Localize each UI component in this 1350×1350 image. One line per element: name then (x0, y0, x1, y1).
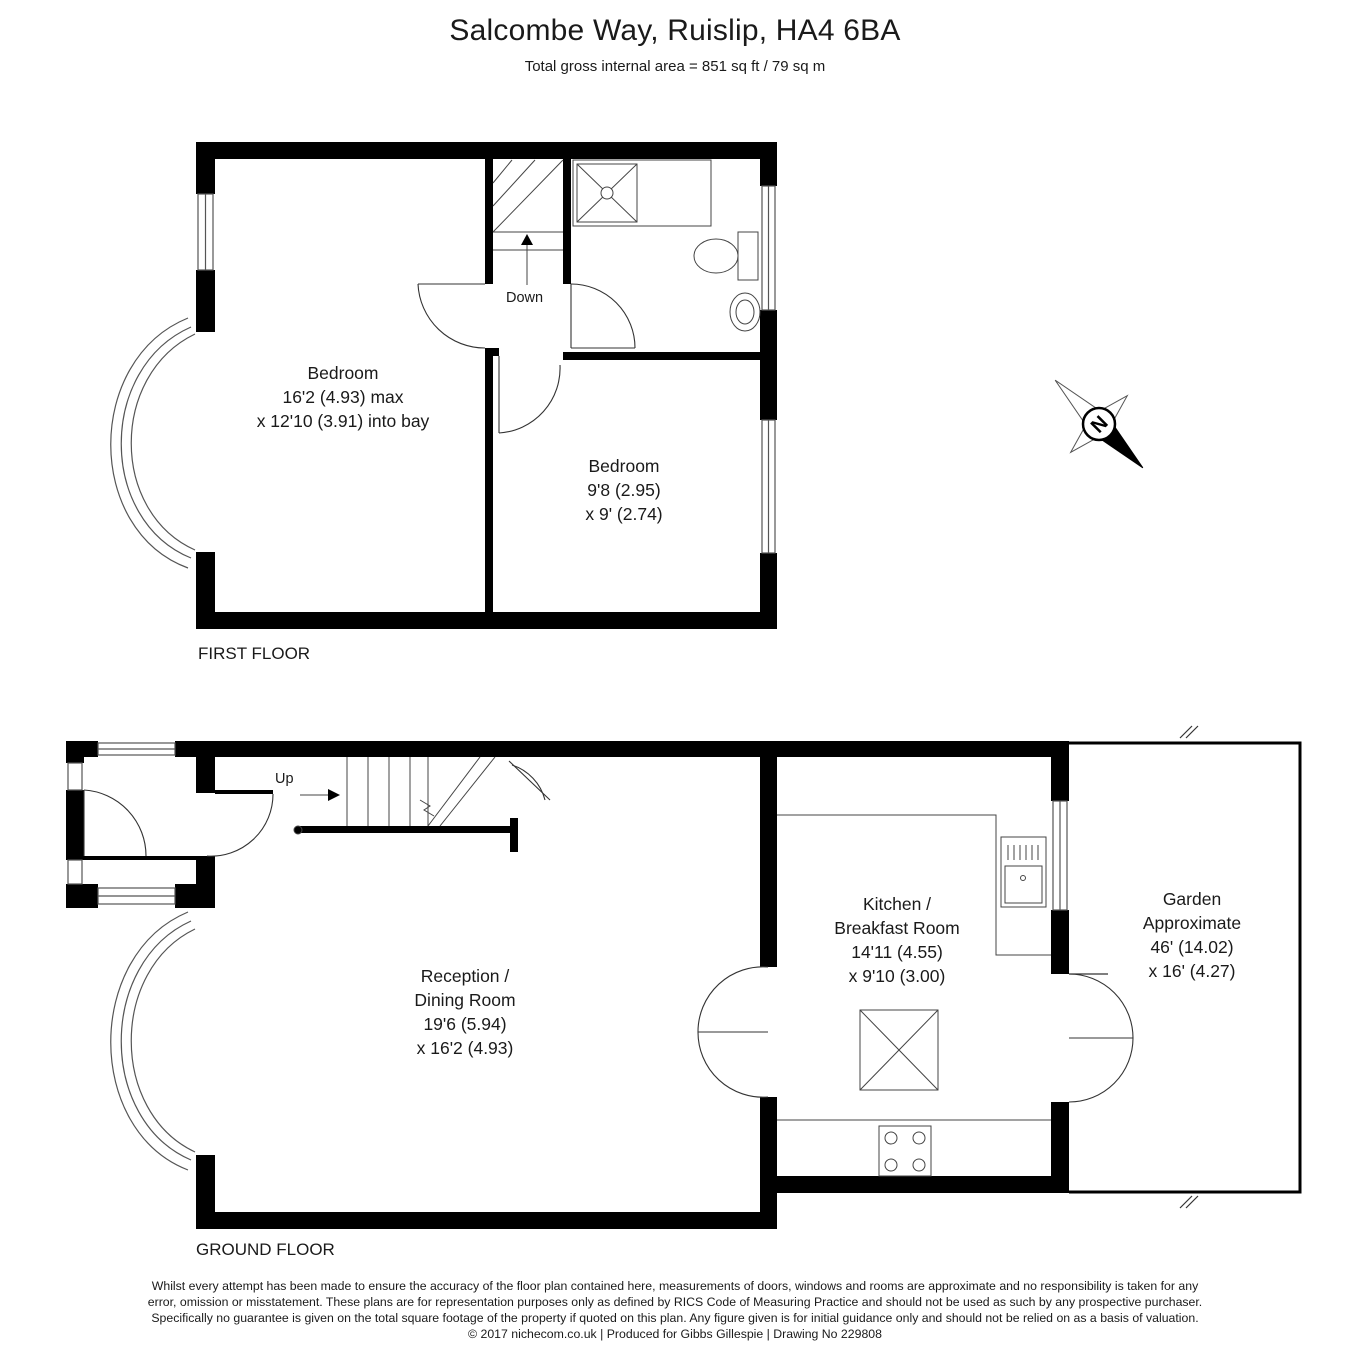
room-label-bedroom-2: Bedroom 9'8 (2.95) x 9' (2.74) (585, 456, 663, 524)
copyright-line: © 2017 nichecom.co.uk | Produced for Gibbs Gillespie | Drawing No 229808 (468, 1327, 882, 1341)
kitchen-fixtures (777, 815, 1051, 1176)
first-floor-stairs (493, 160, 563, 285)
room-label-garden: Garden Approximate 46' (14.02) x 16' (4.27) (1142, 889, 1242, 981)
disclaimer (40, 1278, 1310, 1342)
ground-floor-label: GROUND FLOOR (196, 1240, 335, 1259)
ground-floor-plan (66, 726, 1300, 1229)
bathroom-fixtures (573, 160, 760, 331)
disclaimer-line: Whilst every attempt has been made to ensure the accuracy of the floor plan contained here, measurements of doors, windows and rooms are approximate and no responsibility is taken for any (151, 1279, 1199, 1293)
first-floor-plan (111, 142, 777, 629)
room-label-reception: Reception / Dining Room 19'6 (5.94) x 16'2 (4.93) (414, 966, 516, 1058)
disclaimer-line: error, omission or misstatement. These plans are for representation purposes only as defined by RICS Code of Measuring Practice and should not be used as such by any prospective purchaser. (147, 1295, 1203, 1309)
stairs-up-label: Up (275, 771, 294, 787)
plan-title: Salcombe Way, Ruislip, HA4 6BA (449, 14, 901, 47)
first-floor-label: FIRST FLOOR (198, 644, 311, 663)
stairs-down-label: Down (506, 290, 544, 306)
ground-floor-windows (68, 743, 1067, 910)
disclaimer-line: Specifically no guarantee is given on the total square footage of the property if quoted on this plan. Any figure given is for initial guidance only and should not be relied on as a basis of valuation. (151, 1311, 1199, 1325)
ground-floor-doors (84, 761, 1133, 1102)
total-area: Total gross internal area = 851 sq ft / 79 sq m (524, 58, 826, 75)
ground-floor-bay-window (111, 912, 195, 1170)
room-label-bedroom-1: Bedroom 16'2 (4.93) max x 12'10 (3.91) into bay (256, 363, 430, 431)
room-label-kitchen: Kitchen / Breakfast Room 14'11 (4.55) x 9'10 (3.00) (834, 894, 960, 986)
compass-north-label: N (1086, 411, 1113, 438)
ground-floor-stairs (294, 757, 495, 834)
first-floor-bay-window (111, 318, 195, 568)
